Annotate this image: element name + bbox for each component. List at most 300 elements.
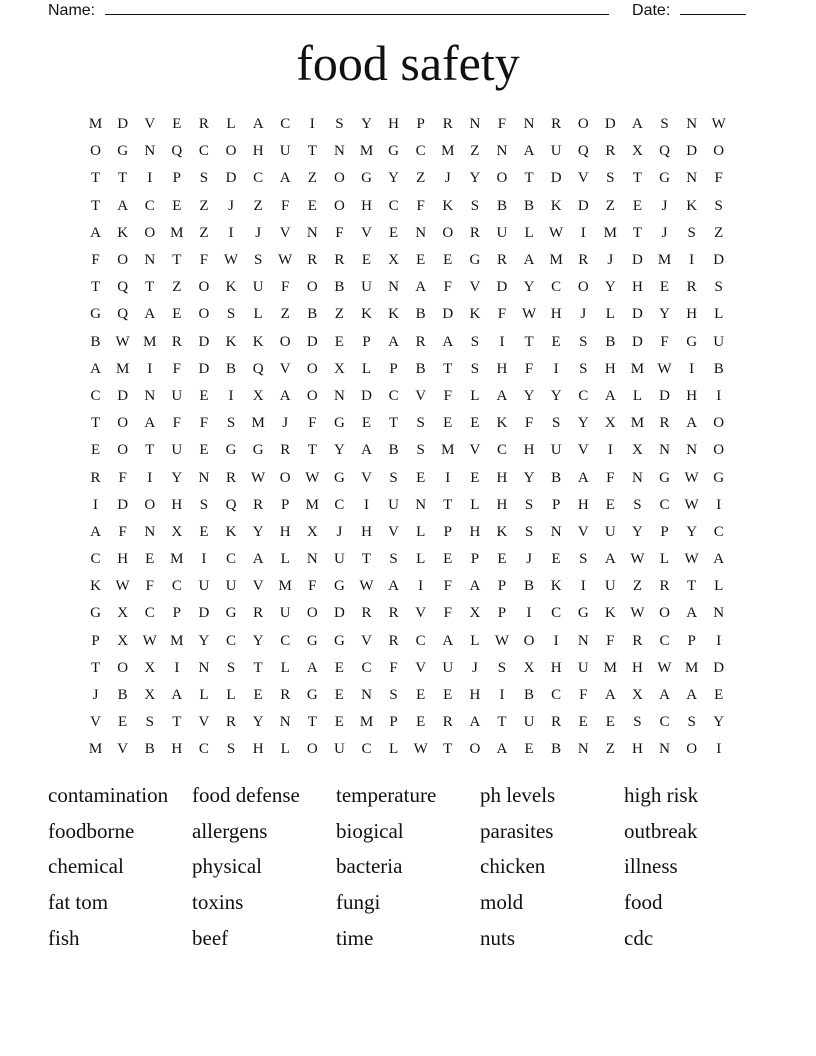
- grid-letter[interactable]: U: [604, 523, 616, 540]
- grid-letter[interactable]: N: [388, 279, 399, 296]
- grid-letter[interactable]: E: [172, 197, 182, 214]
- grid-letter[interactable]: F: [172, 360, 181, 377]
- grid-letter[interactable]: A: [90, 360, 101, 377]
- grid-letter[interactable]: C: [253, 170, 264, 187]
- grid-letter[interactable]: H: [496, 360, 508, 377]
- grid-letter[interactable]: E: [416, 714, 426, 731]
- grid-letter[interactable]: S: [416, 415, 425, 432]
- grid-letter[interactable]: R: [171, 333, 182, 350]
- grid-letter[interactable]: X: [632, 687, 643, 704]
- grid-letter[interactable]: W: [359, 578, 374, 595]
- grid-letter[interactable]: R: [632, 632, 643, 649]
- grid-letter[interactable]: X: [144, 687, 156, 704]
- grid-letter[interactable]: Z: [199, 197, 209, 214]
- grid-letter[interactable]: O: [577, 279, 589, 296]
- grid-letter[interactable]: H: [632, 659, 643, 676]
- grid-letter[interactable]: T: [307, 714, 317, 731]
- grid-letter[interactable]: M: [170, 632, 184, 649]
- grid-letter[interactable]: X: [388, 252, 399, 269]
- grid-letter[interactable]: A: [686, 605, 698, 622]
- grid-letter[interactable]: U: [171, 387, 183, 404]
- grid-letter[interactable]: C: [415, 632, 426, 649]
- grid-letter[interactable]: F: [660, 333, 669, 350]
- grid-letter[interactable]: H: [252, 143, 264, 160]
- grid-letter[interactable]: E: [632, 197, 642, 214]
- grid-letter[interactable]: O: [90, 143, 101, 160]
- grid-letter[interactable]: T: [388, 415, 399, 432]
- grid-letter[interactable]: X: [469, 605, 481, 622]
- grid-letter[interactable]: U: [333, 741, 345, 758]
- grid-letter[interactable]: T: [632, 224, 642, 241]
- grid-letter[interactable]: S: [524, 496, 534, 513]
- grid-letter[interactable]: A: [388, 578, 399, 595]
- grid-letter[interactable]: N: [686, 116, 698, 133]
- grid-letter[interactable]: V: [361, 224, 372, 241]
- grid-letter[interactable]: S: [226, 659, 236, 676]
- grid-letter[interactable]: B: [226, 360, 237, 377]
- grid-letter[interactable]: S: [579, 551, 588, 568]
- grid-letter[interactable]: C: [334, 496, 345, 513]
- grid-letter[interactable]: W: [115, 578, 130, 595]
- grid-letter[interactable]: F: [497, 306, 507, 323]
- grid-letter[interactable]: T: [172, 714, 182, 731]
- grid-letter[interactable]: A: [442, 333, 454, 350]
- grid-letter[interactable]: E: [90, 442, 101, 459]
- grid-letter[interactable]: R: [388, 605, 399, 622]
- grid-letter[interactable]: A: [659, 687, 670, 704]
- grid-letter[interactable]: B: [415, 306, 426, 323]
- grid-letter[interactable]: L: [470, 387, 480, 404]
- grid-letter[interactable]: Q: [252, 360, 264, 377]
- grid-letter[interactable]: A: [442, 632, 454, 649]
- grid-letter[interactable]: D: [306, 333, 318, 350]
- grid-letter[interactable]: A: [469, 714, 481, 731]
- grid-letter[interactable]: R: [686, 279, 697, 296]
- grid-letter[interactable]: K: [550, 578, 562, 595]
- grid-letter[interactable]: I: [553, 632, 559, 649]
- grid-letter[interactable]: Y: [333, 442, 345, 459]
- grid-letter[interactable]: O: [198, 306, 210, 323]
- grid-letter[interactable]: H: [686, 306, 698, 323]
- grid-letter[interactable]: H: [550, 659, 562, 676]
- grid-letter[interactable]: N: [686, 442, 698, 459]
- grid-letter[interactable]: I: [147, 469, 153, 486]
- grid-letter[interactable]: N: [713, 605, 725, 622]
- grid-letter[interactable]: M: [88, 116, 103, 133]
- grid-letter[interactable]: Y: [523, 387, 535, 404]
- grid-letter[interactable]: Y: [604, 279, 616, 296]
- grid-letter[interactable]: Z: [199, 224, 209, 241]
- grid-letter[interactable]: O: [469, 741, 481, 758]
- grid-letter[interactable]: K: [361, 306, 372, 323]
- grid-letter[interactable]: W: [684, 551, 699, 568]
- grid-letter[interactable]: M: [170, 224, 184, 241]
- grid-letter[interactable]: C: [713, 523, 724, 540]
- grid-letter[interactable]: M: [170, 551, 184, 568]
- grid-letter[interactable]: L: [199, 687, 209, 704]
- grid-letter[interactable]: R: [226, 469, 237, 486]
- grid-letter[interactable]: O: [117, 442, 129, 459]
- grid-letter[interactable]: F: [281, 197, 290, 214]
- grid-letter[interactable]: U: [333, 551, 345, 568]
- grid-letter[interactable]: O: [713, 143, 725, 160]
- grid-letter[interactable]: R: [442, 116, 453, 133]
- grid-letter[interactable]: T: [90, 279, 101, 296]
- grid-letter[interactable]: K: [225, 523, 237, 540]
- grid-letter[interactable]: O: [144, 224, 156, 241]
- grid-letter[interactable]: E: [714, 687, 724, 704]
- grid-letter[interactable]: A: [252, 551, 264, 568]
- grid-letter[interactable]: F: [714, 170, 723, 187]
- grid-letter[interactable]: X: [171, 523, 183, 540]
- grid-letter[interactable]: K: [388, 306, 399, 323]
- grid-letter[interactable]: S: [633, 496, 642, 513]
- grid-letter[interactable]: S: [226, 415, 236, 432]
- grid-letter[interactable]: C: [415, 143, 426, 160]
- grid-letter[interactable]: J: [444, 170, 451, 187]
- grid-letter[interactable]: S: [714, 279, 723, 296]
- grid-letter[interactable]: R: [280, 442, 291, 459]
- grid-letter[interactable]: F: [118, 523, 127, 540]
- grid-letter[interactable]: Z: [632, 578, 642, 595]
- grid-letter[interactable]: T: [118, 170, 128, 187]
- grid-letter[interactable]: C: [90, 551, 101, 568]
- grid-letter[interactable]: C: [551, 279, 562, 296]
- grid-letter[interactable]: W: [657, 360, 672, 377]
- grid-letter[interactable]: Y: [713, 714, 725, 731]
- grid-letter[interactable]: B: [90, 333, 101, 350]
- grid-letter[interactable]: E: [416, 469, 426, 486]
- grid-letter[interactable]: T: [90, 197, 101, 214]
- grid-letter[interactable]: R: [551, 116, 562, 133]
- grid-letter[interactable]: G: [306, 632, 318, 649]
- grid-letter[interactable]: L: [280, 659, 290, 676]
- grid-letter[interactable]: V: [279, 360, 291, 377]
- grid-letter[interactable]: U: [550, 442, 562, 459]
- grid-letter[interactable]: A: [388, 333, 399, 350]
- grid-letter[interactable]: I: [499, 687, 505, 704]
- grid-letter[interactable]: E: [172, 116, 182, 133]
- grid-letter[interactable]: W: [251, 469, 266, 486]
- grid-letter[interactable]: L: [361, 360, 372, 377]
- grid-letter[interactable]: A: [144, 306, 156, 323]
- grid-letter[interactable]: U: [252, 279, 264, 296]
- grid-letter[interactable]: Y: [171, 469, 183, 486]
- grid-letter[interactable]: V: [361, 632, 372, 649]
- grid-letter[interactable]: N: [144, 523, 156, 540]
- grid-letter[interactable]: C: [226, 632, 237, 649]
- grid-letter[interactable]: O: [198, 279, 210, 296]
- grid-letter[interactable]: V: [252, 578, 264, 595]
- grid-letter[interactable]: J: [471, 659, 478, 676]
- grid-letter[interactable]: H: [279, 523, 291, 540]
- grid-letter[interactable]: R: [469, 224, 480, 241]
- grid-letter[interactable]: R: [388, 632, 399, 649]
- grid-letter[interactable]: Y: [198, 632, 210, 649]
- grid-letter[interactable]: A: [604, 387, 616, 404]
- grid-letter[interactable]: D: [632, 333, 643, 350]
- grid-letter[interactable]: W: [142, 632, 157, 649]
- grid-letter[interactable]: Z: [470, 143, 480, 160]
- grid-letter[interactable]: N: [496, 143, 508, 160]
- grid-letter[interactable]: J: [607, 252, 614, 269]
- grid-letter[interactable]: L: [388, 741, 399, 758]
- grid-letter[interactable]: H: [171, 496, 183, 513]
- grid-letter[interactable]: N: [333, 143, 345, 160]
- grid-letter[interactable]: I: [580, 224, 586, 241]
- grid-letter[interactable]: L: [632, 387, 642, 404]
- grid-letter[interactable]: P: [416, 116, 425, 133]
- grid-letter[interactable]: O: [577, 116, 589, 133]
- grid-letter[interactable]: I: [147, 360, 153, 377]
- grid-letter[interactable]: L: [416, 523, 426, 540]
- grid-letter[interactable]: F: [416, 197, 425, 214]
- grid-letter[interactable]: P: [551, 496, 561, 513]
- grid-letter[interactable]: H: [604, 360, 616, 377]
- grid-letter[interactable]: H: [117, 551, 129, 568]
- grid-letter[interactable]: H: [632, 741, 643, 758]
- grid-letter[interactable]: F: [443, 279, 452, 296]
- grid-letter[interactable]: A: [523, 252, 535, 269]
- grid-letter[interactable]: X: [523, 659, 535, 676]
- grid-letter[interactable]: A: [604, 551, 616, 568]
- grid-letter[interactable]: B: [551, 741, 562, 758]
- grid-letter[interactable]: M: [549, 252, 563, 269]
- grid-letter[interactable]: Y: [686, 523, 698, 540]
- grid-letter[interactable]: H: [496, 469, 508, 486]
- grid-letter[interactable]: O: [713, 442, 725, 459]
- grid-letter[interactable]: C: [659, 632, 670, 649]
- grid-letter[interactable]: T: [172, 252, 182, 269]
- grid-letter[interactable]: W: [657, 659, 672, 676]
- name-line[interactable]: [105, 0, 609, 15]
- grid-letter[interactable]: D: [117, 496, 129, 513]
- grid-letter[interactable]: W: [115, 333, 130, 350]
- grid-letter[interactable]: Z: [280, 306, 290, 323]
- grid-letter[interactable]: D: [333, 605, 345, 622]
- grid-letter[interactable]: U: [442, 659, 454, 676]
- grid-letter[interactable]: P: [389, 360, 398, 377]
- grid-letter[interactable]: U: [388, 496, 399, 513]
- grid-letter[interactable]: Y: [523, 279, 535, 296]
- grid-letter[interactable]: D: [632, 306, 643, 323]
- grid-letter[interactable]: D: [550, 170, 562, 187]
- grid-letter[interactable]: K: [550, 197, 562, 214]
- grid-letter[interactable]: J: [580, 306, 587, 323]
- grid-letter[interactable]: H: [361, 523, 372, 540]
- grid-letter[interactable]: H: [577, 496, 589, 513]
- grid-letter[interactable]: V: [415, 605, 427, 622]
- grid-letter[interactable]: H: [496, 496, 508, 513]
- grid-letter[interactable]: N: [279, 714, 291, 731]
- grid-letter[interactable]: I: [689, 252, 695, 269]
- grid-letter[interactable]: M: [630, 360, 645, 377]
- grid-letter[interactable]: J: [255, 224, 262, 241]
- grid-letter[interactable]: A: [496, 741, 508, 758]
- grid-letter[interactable]: Z: [605, 197, 615, 214]
- grid-letter[interactable]: O: [279, 469, 291, 486]
- grid-letter[interactable]: S: [470, 333, 480, 350]
- grid-letter[interactable]: Q: [117, 306, 129, 323]
- grid-letter[interactable]: M: [115, 360, 130, 377]
- grid-letter[interactable]: D: [117, 116, 129, 133]
- grid-letter[interactable]: E: [334, 659, 344, 676]
- grid-letter[interactable]: D: [686, 143, 698, 160]
- grid-letter[interactable]: D: [442, 306, 454, 323]
- grid-letter[interactable]: S: [579, 333, 588, 350]
- grid-letter[interactable]: F: [199, 415, 209, 432]
- grid-letter[interactable]: T: [90, 659, 101, 676]
- grid-letter[interactable]: C: [496, 442, 507, 459]
- grid-letter[interactable]: R: [659, 415, 670, 432]
- grid-letter[interactable]: J: [661, 197, 668, 214]
- grid-letter[interactable]: O: [496, 170, 508, 187]
- grid-letter[interactable]: S: [226, 306, 236, 323]
- grid-letter[interactable]: R: [551, 714, 562, 731]
- grid-letter[interactable]: I: [363, 496, 369, 513]
- grid-letter[interactable]: C: [198, 143, 209, 160]
- grid-letter[interactable]: T: [361, 551, 372, 568]
- grid-letter[interactable]: I: [228, 387, 234, 404]
- grid-letter[interactable]: P: [281, 496, 290, 513]
- grid-letter[interactable]: M: [305, 496, 319, 513]
- grid-letter[interactable]: V: [388, 523, 399, 540]
- grid-letter[interactable]: L: [253, 306, 263, 323]
- grid-letter[interactable]: Y: [469, 170, 481, 187]
- grid-letter[interactable]: O: [306, 360, 318, 377]
- grid-letter[interactable]: Q: [577, 143, 589, 160]
- grid-letter[interactable]: S: [226, 741, 236, 758]
- grid-letter[interactable]: N: [632, 469, 643, 486]
- grid-letter[interactable]: E: [388, 224, 399, 241]
- grid-letter[interactable]: I: [309, 116, 315, 133]
- grid-letter[interactable]: P: [443, 523, 452, 540]
- grid-letter[interactable]: R: [307, 252, 318, 269]
- grid-letter[interactable]: C: [659, 496, 670, 513]
- grid-letter[interactable]: C: [280, 632, 291, 649]
- grid-letter[interactable]: I: [716, 496, 722, 513]
- grid-letter[interactable]: F: [443, 605, 452, 622]
- grid-letter[interactable]: A: [686, 687, 698, 704]
- grid-letter[interactable]: K: [90, 578, 101, 595]
- grid-letter[interactable]: S: [497, 659, 507, 676]
- grid-letter[interactable]: S: [253, 252, 263, 269]
- grid-letter[interactable]: N: [144, 252, 156, 269]
- grid-letter[interactable]: D: [604, 116, 616, 133]
- grid-letter[interactable]: K: [496, 415, 508, 432]
- grid-letter[interactable]: X: [117, 605, 129, 622]
- grid-letter[interactable]: G: [117, 143, 129, 160]
- grid-letter[interactable]: D: [225, 170, 237, 187]
- grid-letter[interactable]: X: [604, 415, 616, 432]
- grid-letter[interactable]: D: [632, 252, 643, 269]
- grid-letter[interactable]: E: [334, 333, 344, 350]
- grid-letter[interactable]: P: [91, 632, 100, 649]
- grid-letter[interactable]: Y: [252, 523, 264, 540]
- grid-letter[interactable]: L: [280, 551, 290, 568]
- grid-letter[interactable]: R: [442, 714, 453, 731]
- grid-letter[interactable]: R: [253, 496, 264, 513]
- grid-letter[interactable]: C: [551, 687, 562, 704]
- grid-letter[interactable]: A: [523, 143, 535, 160]
- grid-letter[interactable]: O: [117, 415, 129, 432]
- grid-letter[interactable]: E: [605, 714, 615, 731]
- grid-letter[interactable]: C: [280, 116, 291, 133]
- grid-letter[interactable]: E: [307, 197, 317, 214]
- grid-letter[interactable]: L: [714, 578, 724, 595]
- grid-letter[interactable]: Y: [252, 632, 264, 649]
- grid-letter[interactable]: F: [389, 659, 398, 676]
- grid-letter[interactable]: M: [88, 741, 103, 758]
- grid-letter[interactable]: Q: [659, 143, 670, 160]
- grid-letter[interactable]: G: [333, 578, 345, 595]
- grid-letter[interactable]: P: [660, 523, 669, 540]
- grid-letter[interactable]: A: [361, 442, 372, 459]
- grid-letter[interactable]: I: [553, 360, 559, 377]
- grid-letter[interactable]: W: [494, 632, 510, 649]
- grid-letter[interactable]: E: [443, 415, 453, 432]
- grid-letter[interactable]: I: [716, 387, 722, 404]
- grid-letter[interactable]: N: [306, 551, 318, 568]
- grid-letter[interactable]: O: [279, 333, 291, 350]
- grid-letter[interactable]: S: [145, 714, 154, 731]
- grid-letter[interactable]: N: [659, 442, 670, 459]
- grid-letter[interactable]: C: [144, 197, 155, 214]
- grid-letter[interactable]: G: [659, 469, 670, 486]
- grid-letter[interactable]: G: [577, 605, 589, 622]
- grid-letter[interactable]: U: [713, 333, 725, 350]
- grid-letter[interactable]: E: [605, 496, 615, 513]
- grid-letter[interactable]: I: [526, 605, 532, 622]
- grid-letter[interactable]: S: [389, 469, 398, 486]
- grid-letter[interactable]: N: [550, 523, 562, 540]
- grid-letter[interactable]: J: [526, 551, 532, 568]
- grid-letter[interactable]: M: [684, 659, 699, 676]
- grid-letter[interactable]: B: [334, 279, 345, 296]
- grid-letter[interactable]: C: [90, 387, 101, 404]
- grid-letter[interactable]: S: [714, 197, 723, 214]
- date-line[interactable]: [680, 0, 746, 15]
- grid-letter[interactable]: N: [686, 170, 698, 187]
- grid-letter[interactable]: Y: [550, 387, 562, 404]
- grid-letter[interactable]: C: [361, 659, 372, 676]
- grid-letter[interactable]: E: [199, 523, 209, 540]
- grid-letter[interactable]: O: [659, 605, 670, 622]
- grid-letter[interactable]: F: [335, 224, 344, 241]
- grid-letter[interactable]: O: [306, 387, 318, 404]
- grid-letter[interactable]: A: [469, 578, 481, 595]
- grid-letter[interactable]: D: [713, 659, 725, 676]
- grid-letter[interactable]: M: [359, 714, 374, 731]
- grid-letter[interactable]: G: [333, 415, 345, 432]
- grid-letter[interactable]: F: [606, 469, 615, 486]
- grid-letter[interactable]: Y: [252, 714, 264, 731]
- grid-letter[interactable]: E: [470, 469, 480, 486]
- grid-letter[interactable]: C: [388, 387, 399, 404]
- grid-letter[interactable]: V: [577, 523, 589, 540]
- grid-letter[interactable]: F: [91, 252, 100, 269]
- grid-letter[interactable]: S: [389, 551, 398, 568]
- grid-letter[interactable]: V: [361, 469, 372, 486]
- grid-letter[interactable]: A: [577, 469, 589, 486]
- grid-letter[interactable]: A: [306, 659, 318, 676]
- grid-letter[interactable]: T: [307, 143, 317, 160]
- grid-letter[interactable]: H: [550, 306, 562, 323]
- grid-letter[interactable]: X: [306, 523, 318, 540]
- grid-letter[interactable]: L: [470, 496, 480, 513]
- grid-letter[interactable]: T: [443, 741, 453, 758]
- grid-letter[interactable]: T: [443, 360, 453, 377]
